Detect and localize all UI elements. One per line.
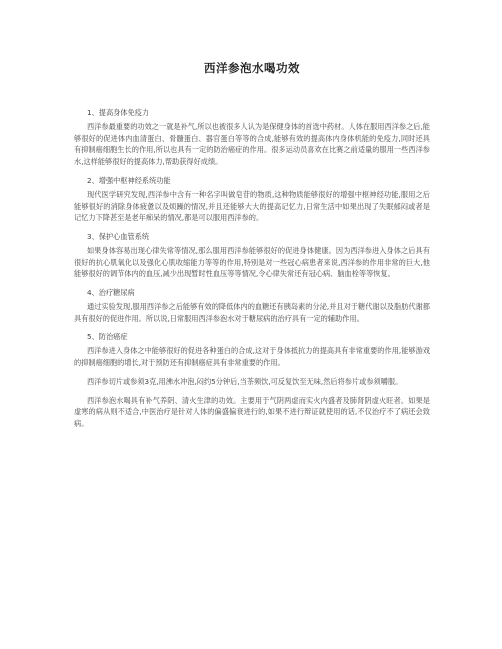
body-paragraph: 现代医学研究发现,西洋参中含有一种名字叫做皂苷的物质,这种物质能够很好的增强中枢神经功能,服用之后能够很好的消除身体疲惫以及烦躁的情况,并且还能够大大的提高记忆力,日常生活中如果出现了失眠郁闷或者是记忆力下降甚至是老年痴呆的情况,都是可以服用西洋参的。 [74, 189, 430, 223]
section-cancer [74, 331, 430, 429]
document-title: 西洋参泡水喝功效 [204, 61, 300, 75]
body-paragraph: 西洋参最重要的功效之一就是补气,所以也被很多人认为是保健身体的首选中药材。人体在服用西洋参之后,能够很好的促进体内血清蛋白、骨髓蛋白、器官蛋白等等的合成,能够有效的提高体内身体机能的免疫力,同时还具有抑制癌细胞生长的作用,所以也具有一定的防治癌症的作用。很多运动员喜欢在比赛之前适量的服用一些西洋参水,这样能够很好的提高体力,帮助获得好成绩。 [74, 122, 430, 167]
section-diabetes [74, 287, 430, 324]
body-paragraph: 西洋参切片或参须3克,用沸水冲泡,闷约5分钟后,当茶频饮,可反复饮至无味,然后将参片或参须嚼服。 [87, 376, 403, 386]
body-paragraph: 如果身体容易出现心律失常等情况,那么服用西洋参能够很好的促进身体健康。因为西洋参进入身体之后具有很好的抗心肌氧化以及强化心肌收缩能力等等的作用,特别是对一些冠心病患者来说,西洋参的作用非常的巨大,他能够很好的调节体内的血压,减少出现暂时性血压等等情况,令心律失常还有冠心病、脑血栓等等恢复。 [74, 245, 430, 279]
body-paragraph: 通过实验发现,服用西洋参之后能够有效的降低体内的血糖还有胰岛素的分泌,并且对于糖代谢以及脂肪代谢都具有很好的促进作用。所以说,日常服用西洋参泡水对于糖尿病的治疗具有一定的辅助作用。 [74, 302, 430, 323]
section-heading: 4、治疗糖尿病 [87, 288, 135, 298]
body-paragraph: 西洋参进入身体之中能够很好的促进各种蛋白的合成,这对于身体抵抗力的提高具有非常重要的作用,能够游戏的抑制癌细胞的增长,对于预防还有抑制癌症具有非常重要的作用。 [74, 346, 430, 368]
section-heading: 1、提高身体免疫力 [87, 108, 150, 117]
body-paragraph: 西洋参泡水喝具有补气养阴、清火生津的功效。主要用于气阴两虚而实火内盛者及肺肾阴虚火旺者。如果是虚寒的病从则不适合,中医治疗是针对人体的偏盛偏衰进行的,如果不进行辩证就使用的话,不仅治疗不了病还会致病。 [74, 395, 430, 428]
section-heading: 2、增强中枢神经系统功能 [87, 175, 171, 185]
section-immunity [74, 107, 430, 168]
section-heading: 5、防治癌症 [87, 332, 128, 342]
section-heading: 3、保护心血管系统 [87, 231, 150, 241]
section-nervous-system [74, 175, 430, 224]
section-cardiovascular [74, 231, 430, 280]
